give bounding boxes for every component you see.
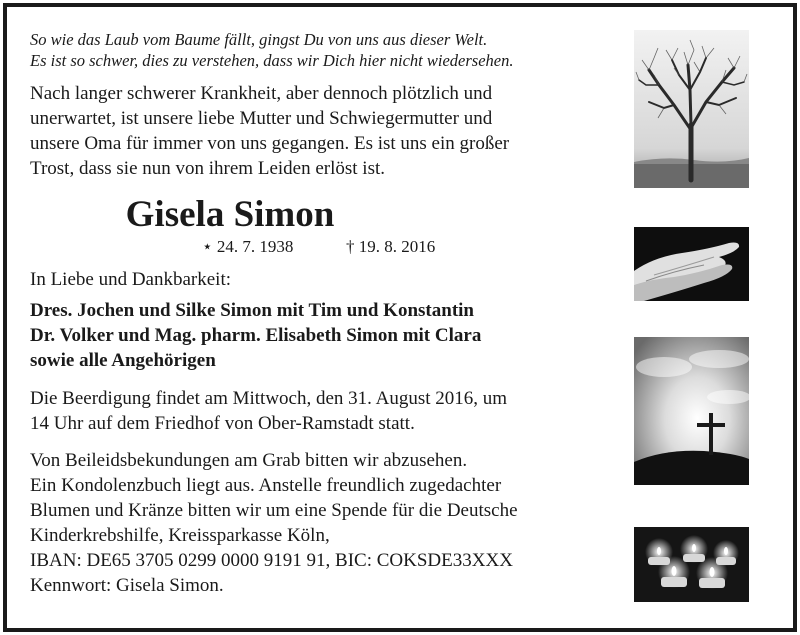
- death-date: † 19. 8. 2016: [346, 237, 436, 256]
- tree-photo: [634, 30, 749, 188]
- birth-date: ⋆ 24. 7. 1938: [202, 237, 294, 256]
- mourner-line: sowie alle Angehörigen: [30, 350, 216, 371]
- notice-text: [30, 29, 630, 598]
- funeral-line: Die Beerdigung findet am Mittwoch, den 31. August 2016, um: [30, 388, 508, 409]
- intro-line: Trost, dass sie nun von ihrem Leiden erlöst ist.: [30, 158, 385, 179]
- funeral-paragraph: [30, 386, 630, 436]
- mourners-list: [30, 298, 630, 373]
- intro-line: unsere Oma für immer von uns gegangen. Es ist uns ein großer: [30, 133, 510, 154]
- donation-line: Ein Kondolenzbuch liegt aus. Anstelle freundlich zugedachter: [30, 475, 502, 496]
- intro-line: Nach langer schwerer Krankheit, aber dennoch plötzlich und: [30, 83, 493, 104]
- mourner-line: Dr. Volker und Mag. pharm. Elisabeth Simon mit Clara: [30, 325, 482, 346]
- mourner-line: Dres. Jochen und Silke Simon mit Tim und Konstantin: [30, 300, 474, 321]
- quote-line-1: So wie das Laub vom Baume fällt, gingst Du von uns aus dieser Welt.: [30, 30, 488, 49]
- donation-line: Kennwort: Gisela Simon.: [30, 575, 224, 596]
- donation-line: Von Beileidsbekundungen am Grab bitten wir abzusehen.: [30, 450, 468, 471]
- donation-line: Blumen und Kränze bitten wir um eine Spende für die Deutsche: [30, 500, 518, 521]
- funeral-line: 14 Uhr auf dem Friedhof von Ober-Ramstadt statt.: [30, 413, 415, 434]
- deceased-name: Gisela Simon: [125, 194, 335, 235]
- donation-paragraph: [30, 448, 630, 598]
- candles-photo: [634, 527, 749, 602]
- intro-paragraph: [30, 81, 630, 181]
- intro-line: unerwartet, ist unsere liebe Mutter und Schwiegermutter und: [30, 108, 493, 129]
- donation-line: IBAN: DE65 3705 0299 0000 9191 91, BIC: COKSDE33XXX: [30, 550, 513, 571]
- thanks-label: In Liebe und Dankbarkeit:: [30, 269, 232, 290]
- quote-line-2: Es ist so schwer, dies zu verstehen, dass wir Dich hier nicht wiedersehen.: [30, 51, 514, 70]
- life-dates: [30, 237, 630, 261]
- cross-photo: [634, 337, 749, 485]
- donation-line: Kinderkrebshilfe, Kreissparkasse Köln,: [30, 525, 330, 546]
- hands-photo: [634, 227, 749, 301]
